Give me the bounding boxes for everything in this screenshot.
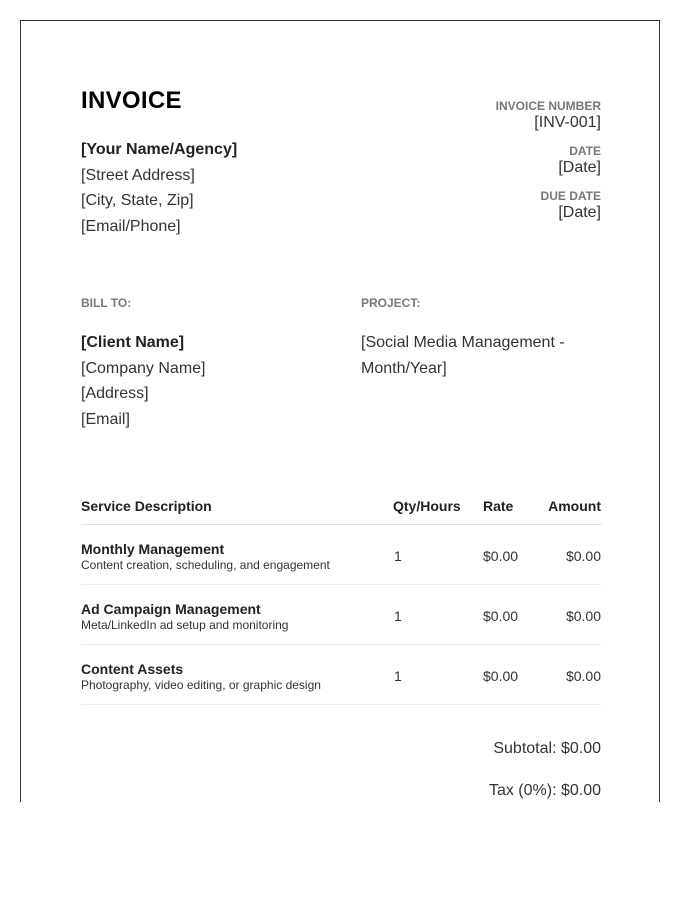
header-description: Service Description bbox=[81, 498, 212, 514]
table-row bbox=[81, 525, 601, 585]
service-qty: 1 bbox=[394, 608, 402, 624]
table-header bbox=[81, 487, 601, 525]
service-rate: $0.00 bbox=[483, 608, 519, 624]
sender-street: [Street Address] bbox=[81, 166, 195, 184]
service-amount: $0.00 bbox=[565, 608, 601, 624]
client-company: [Company Name] bbox=[81, 359, 206, 377]
sender-contact: [Email/Phone] bbox=[81, 217, 181, 235]
bill-to-label: BILL TO: bbox=[81, 296, 132, 310]
table-row bbox=[81, 645, 601, 705]
invoice-meta bbox=[496, 99, 601, 234]
due-date-label: DUE DATE bbox=[540, 189, 601, 203]
service-name: Content Assets bbox=[81, 661, 184, 677]
client-address: [Address] bbox=[81, 385, 149, 402]
service-amount: $0.00 bbox=[565, 668, 601, 684]
header-amount: Amount bbox=[548, 498, 601, 514]
invoice-number-label: INVOICE NUMBER bbox=[495, 99, 601, 113]
date-value: [Date] bbox=[558, 159, 601, 176]
service-qty: 1 bbox=[394, 548, 402, 564]
project-label: PROJECT: bbox=[361, 296, 421, 310]
header-qty: Qty/Hours bbox=[393, 498, 461, 514]
client-email: [Email] bbox=[81, 410, 130, 428]
service-rate: $0.00 bbox=[483, 668, 519, 684]
service-description: Photography, video editing, or graphic design bbox=[81, 678, 321, 692]
bill-to-block bbox=[81, 330, 206, 432]
sender-city: [City, State, Zip] bbox=[81, 192, 194, 209]
date-label: DATE bbox=[569, 144, 601, 158]
client-name: [Client Name] bbox=[81, 334, 185, 351]
service-description: Meta/LinkedIn ad setup and monitoring bbox=[81, 618, 289, 632]
project-value: [Social Media Management - Month/Year] bbox=[361, 334, 565, 377]
sender-block bbox=[81, 137, 237, 239]
service-name: Ad Campaign Management bbox=[81, 601, 261, 617]
due-date-value: [Date] bbox=[558, 204, 601, 221]
invoice-page bbox=[20, 20, 660, 802]
totals-block bbox=[489, 739, 601, 802]
service-amount: $0.00 bbox=[565, 548, 601, 564]
invoice-title: INVOICE bbox=[81, 87, 182, 114]
subtotal: Subtotal: $0.00 bbox=[493, 740, 601, 757]
services-table bbox=[81, 487, 601, 705]
service-description: Content creation, scheduling, and engagement bbox=[81, 558, 330, 572]
tax: Tax (0%): $0.00 bbox=[488, 782, 601, 799]
table-row bbox=[81, 585, 601, 645]
service-qty: 1 bbox=[394, 668, 402, 684]
header-rate: Rate bbox=[483, 498, 514, 514]
invoice-number-value: [INV-001] bbox=[534, 114, 601, 131]
sender-name: [Your Name/Agency] bbox=[81, 141, 238, 158]
service-name: Monthly Management bbox=[81, 541, 225, 557]
service-rate: $0.00 bbox=[483, 548, 519, 564]
